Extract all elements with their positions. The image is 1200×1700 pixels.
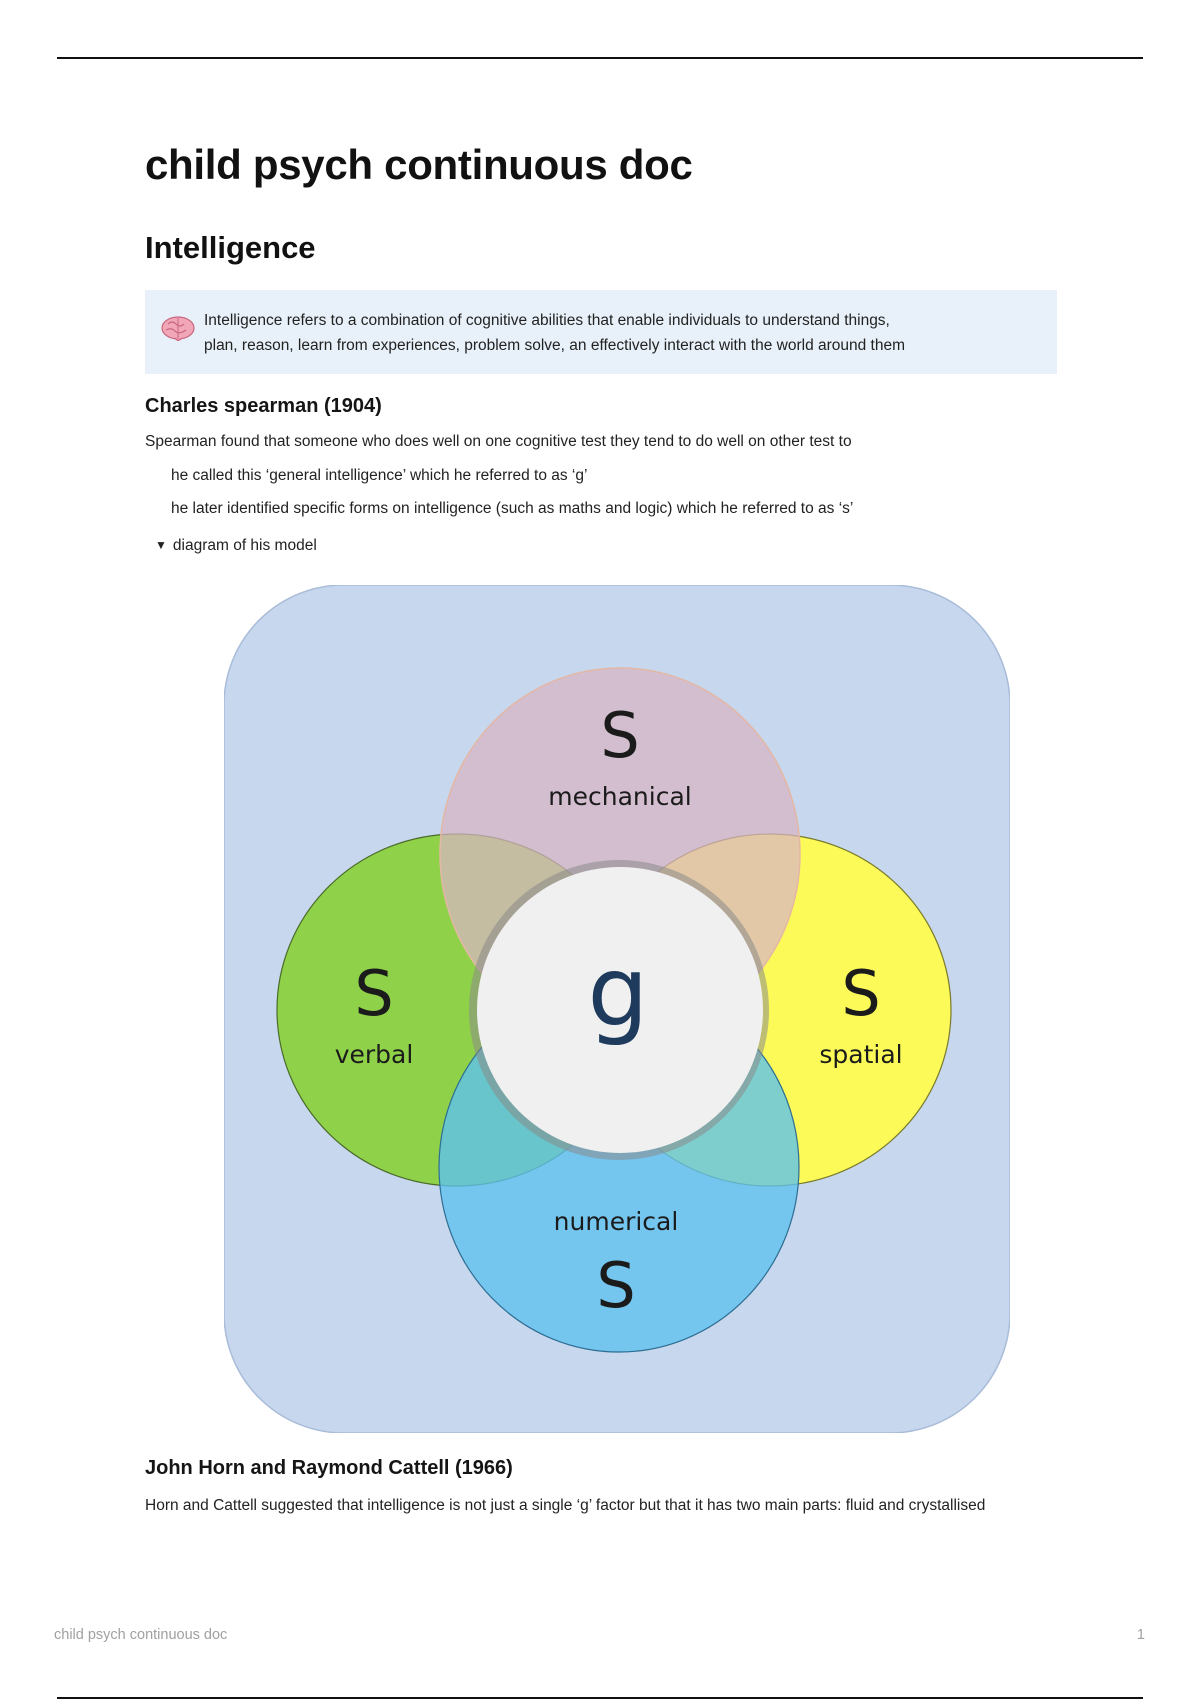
triangle-down-icon: ▼ xyxy=(155,538,167,552)
heading-horn-cattell: John Horn and Raymond Cattell (1966) xyxy=(145,1457,513,1479)
spatial-label: spatial xyxy=(819,1040,903,1069)
verbal-s-label: S xyxy=(354,957,394,1030)
bottom-rule xyxy=(57,1697,1143,1699)
footer-doc-name: child psych continuous doc xyxy=(54,1627,228,1643)
top-rule xyxy=(57,57,1143,59)
definition-callout xyxy=(145,290,1057,374)
page-title: child psych continuous doc xyxy=(145,141,693,188)
callout-line-1: Intelligence refers to a combination of cognitive abilities that enable individuals to understand things, xyxy=(204,312,890,329)
heading-charles-spearman: Charles spearman (1904) xyxy=(145,395,382,417)
section-heading-intelligence: Intelligence xyxy=(145,230,316,265)
horn-cattell-paragraph: Horn and Cattell suggested that intelligence is not just a single ‘g’ factor but that it has two main parts: fluid and crystallised xyxy=(145,1497,986,1514)
verbal-label: verbal xyxy=(334,1040,414,1069)
spatial-s-label: S xyxy=(841,957,881,1030)
footer-page-number: 1 xyxy=(1136,1627,1145,1643)
mechanical-label: mechanical xyxy=(548,782,692,811)
callout-line-2: plan, reason, learn from experiences, problem solve, an effectively interact with the world around them xyxy=(204,337,906,354)
numerical-label: numerical xyxy=(553,1207,679,1236)
g-label: g xyxy=(587,936,649,1048)
toggle-label: diagram of his model xyxy=(172,537,317,554)
numerical-s-label: S xyxy=(596,1249,636,1322)
brain-icon xyxy=(160,314,196,344)
mechanical-s-label: S xyxy=(600,699,640,772)
spearman-model-diagram xyxy=(224,585,1010,1433)
specific-intelligence-line: he later identified specific forms on intelligence (such as maths and logic) which he referred to as ‘s’ xyxy=(171,500,854,517)
spearman-paragraph: Spearman found that someone who does well on one cognitive test they tend to do well on other test to xyxy=(145,433,852,450)
diagram-toggle[interactable] xyxy=(155,533,317,558)
general-intelligence-line: he called this ‘general intelligence’ which he referred to as ‘g’ xyxy=(171,467,588,484)
